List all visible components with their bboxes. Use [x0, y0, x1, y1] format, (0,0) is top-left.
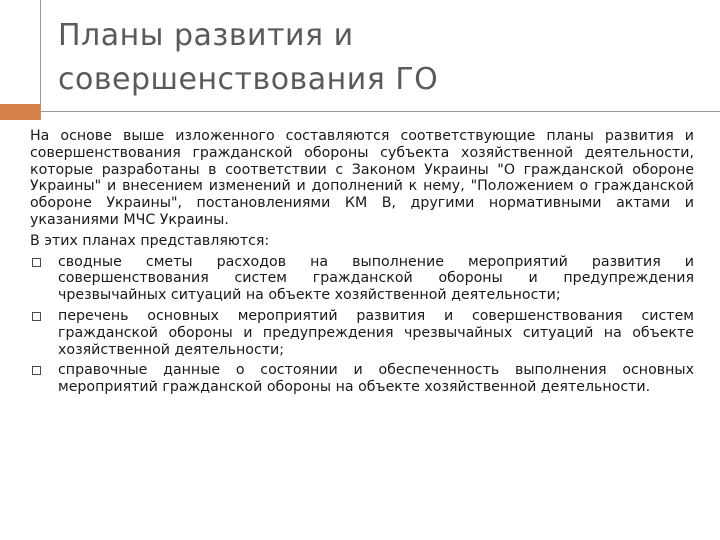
slide-title-line-1: Планы развития и: [58, 18, 354, 53]
square-bullet-icon: [32, 258, 41, 267]
title-vertical-rule: [40, 0, 41, 120]
intro-paragraph: На основе выше изложенного составляются соответствующие планы развития и совершенствования гражданской обороны субъекта хозяйственной деятельности, которые разработаны в соответствии с Законом Украины "О гражданской обороне Украины" и внесением изменений и дополнений к нему, "Положением о гражданской обороне Украины", постановлениями КМ В, другими нормативными актами и указаниями МЧС Украины.: [30, 128, 694, 228]
list-item-text: перечень основных мероприятий развития и совершенствования систем гражданской обороны и предупреждения чрезвычайных ситуаций на объекте хозяйственной деятельности;: [58, 307, 694, 358]
accent-bar: [0, 104, 40, 120]
list-item-text: справочные данные о состоянии и обеспеченность выполнения основных мероприятий гражданской обороны на объекте хозяйственной деятельности.: [58, 362, 694, 396]
list-item: [30, 308, 694, 358]
list-intro-paragraph: В этих планах представляются:: [30, 232, 270, 249]
list-item: [30, 254, 694, 304]
list-item-text: сводные сметы расходов на выполнение мероприятий развития и совершенствования систем гражданской обороны и предупреждения чрезвычайных ситуаций на объекте хозяйственной деятельности;: [58, 253, 694, 304]
square-bullet-icon: [32, 312, 41, 321]
plans-list: [30, 254, 694, 396]
slide-title: [58, 14, 678, 102]
square-bullet-icon: [32, 366, 41, 375]
slide-body: [30, 128, 694, 400]
list-item: [30, 362, 694, 396]
title-horizontal-rule: [40, 111, 720, 112]
slide-title-line-2: совершенствования ГО: [58, 62, 439, 97]
